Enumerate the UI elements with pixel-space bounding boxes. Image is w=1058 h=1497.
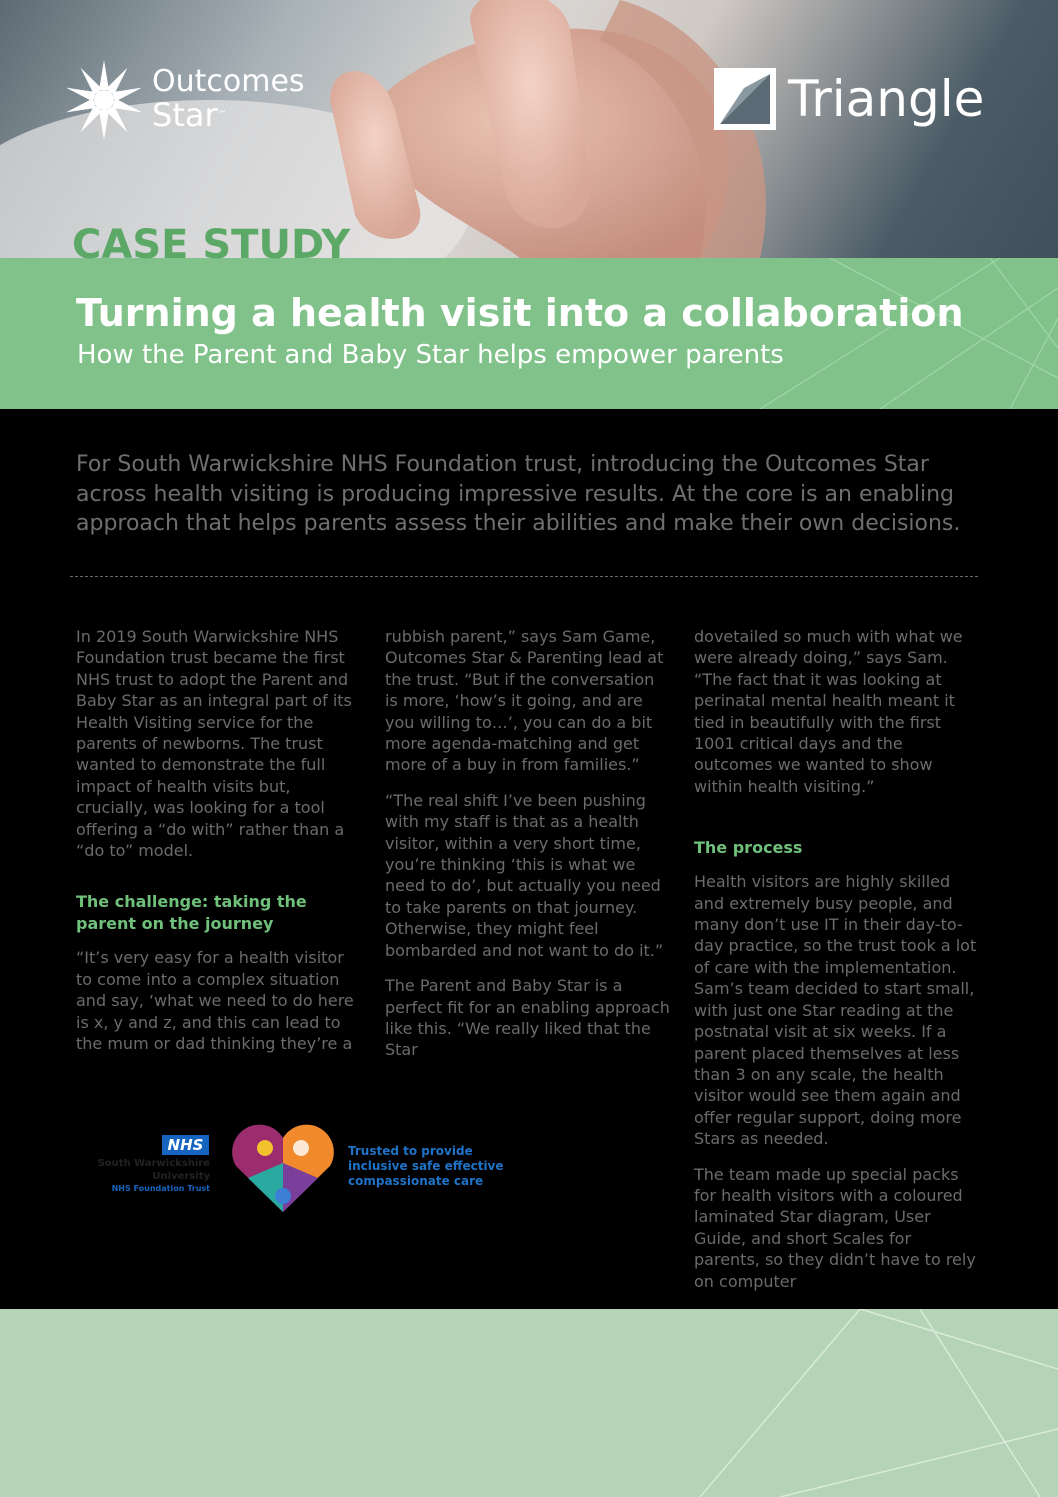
section-heading-challenge: The challenge: taking the parent on the journey: [76, 892, 307, 934]
tagline-line1: Trusted to provide: [348, 1144, 473, 1158]
outcomes-star-wordmark-line1: Outcomes: [152, 64, 305, 99]
outcomes-star-logo: [62, 58, 322, 144]
footer-band: [0, 1309, 1058, 1497]
trusted-tagline: [348, 1144, 504, 1189]
paragraph: Health visitors are highly skilled and extremely busy people, and many don’t use IT in their day-to-day practice, so the trust took a lot of care with the implementation. Sam’s team decided to start small, with just one Star reading at the postnatal visit at six weeks. If a parent placed themselves at less than 3 on any scale, the health visitor would see them again and offer regular support, doing more Stars as needed.: [694, 872, 977, 1149]
tagline-line3: compassionate care: [348, 1174, 484, 1188]
nhs-logo: NHS: [162, 1135, 209, 1155]
nhs-trust-name-line2: University: [152, 1171, 210, 1182]
trademark-symbol: ™: [217, 110, 227, 120]
paragraph: The team made up special packs for health visitors with a coloured laminated Star diagram, User Guide, and short Scales for parents, so they didn’t have to rely on computer: [694, 1164, 976, 1291]
partner-logos: [80, 1118, 520, 1218]
paragraph: In 2019 South Warwickshire NHS Foundation trust became the first NHS trust to adopt the Parent and Baby Star as an integral part of its Health Visiting service for the parents of newborns. The trust wanted to demonstrate the full impact of health visits but, crucially, was looking for a tool offering a “do with” rather than a “do to” model.: [76, 627, 352, 861]
column-1: [76, 626, 361, 1069]
tagline-line2: inclusive safe effective: [348, 1159, 504, 1173]
page-subtitle: How the Parent and Baby Star helps empower parents: [77, 340, 784, 370]
column-2: [385, 626, 670, 1075]
values-heart-icon: [228, 1118, 338, 1213]
case-study-label: CASE STUDY: [72, 222, 351, 268]
outcomes-star-wordmark-line2: Star™: [152, 96, 227, 134]
triangle-wordmark: Triangle: [788, 70, 985, 128]
nhs-trust-name-line3: NHS Foundation Trust: [111, 1184, 210, 1193]
paragraph: “It’s very easy for a health visitor to come into a complex situation and say, ‘what we need to do here is x, y and z, and this can lead to the mum or dad thinking they’re a: [76, 948, 354, 1054]
footer-line-pattern: [0, 1309, 1058, 1497]
page-title: Turning a health visit into a collaboration: [76, 291, 964, 335]
intro-paragraph: For South Warwickshire NHS Foundation trust, introducing the Outcomes Star across health visiting is producing impressive results. At the core is an enabling approach that helps parents assess their abilities and make their own decisions.: [76, 452, 961, 536]
paragraph: rubbish parent,” says Sam Game, Outcomes Star & Parenting lead at the trust. “But if the conversation is more, ‘how’s it going, and are you willing to…’, you can do a bit more agenda-matching and get more of a buy in from families.”: [385, 627, 664, 775]
section-heading-process: The process: [694, 838, 803, 858]
triangle-logo: [714, 68, 1014, 132]
column-3: [694, 626, 979, 1306]
paragraph: dovetailed so much with what we were already doing,” says Sam. “The fact that it was looking at perinatal mental health meant it tied in beautifully with the first 1001 critical days and the outcomes we wanted to show within health visiting.”: [694, 627, 963, 796]
paragraph: The Parent and Baby Star is a perfect fit for an enabling approach like this. “We really liked that the Star: [385, 976, 670, 1060]
outcomes-star-icon: [62, 58, 146, 142]
triangle-icon: [714, 68, 776, 130]
section-divider: [70, 576, 978, 577]
nhs-trust-name-line1: South Warwickshire: [97, 1158, 210, 1169]
paragraph: “The real shift I’ve been pushing with my staff is that as a health visitor, within a very short time, you’re thinking ‘this is what we need to do’, but actually you need to take parents on that journey. Otherwise, they might feel bombarded and not want to do it.”: [385, 790, 664, 960]
